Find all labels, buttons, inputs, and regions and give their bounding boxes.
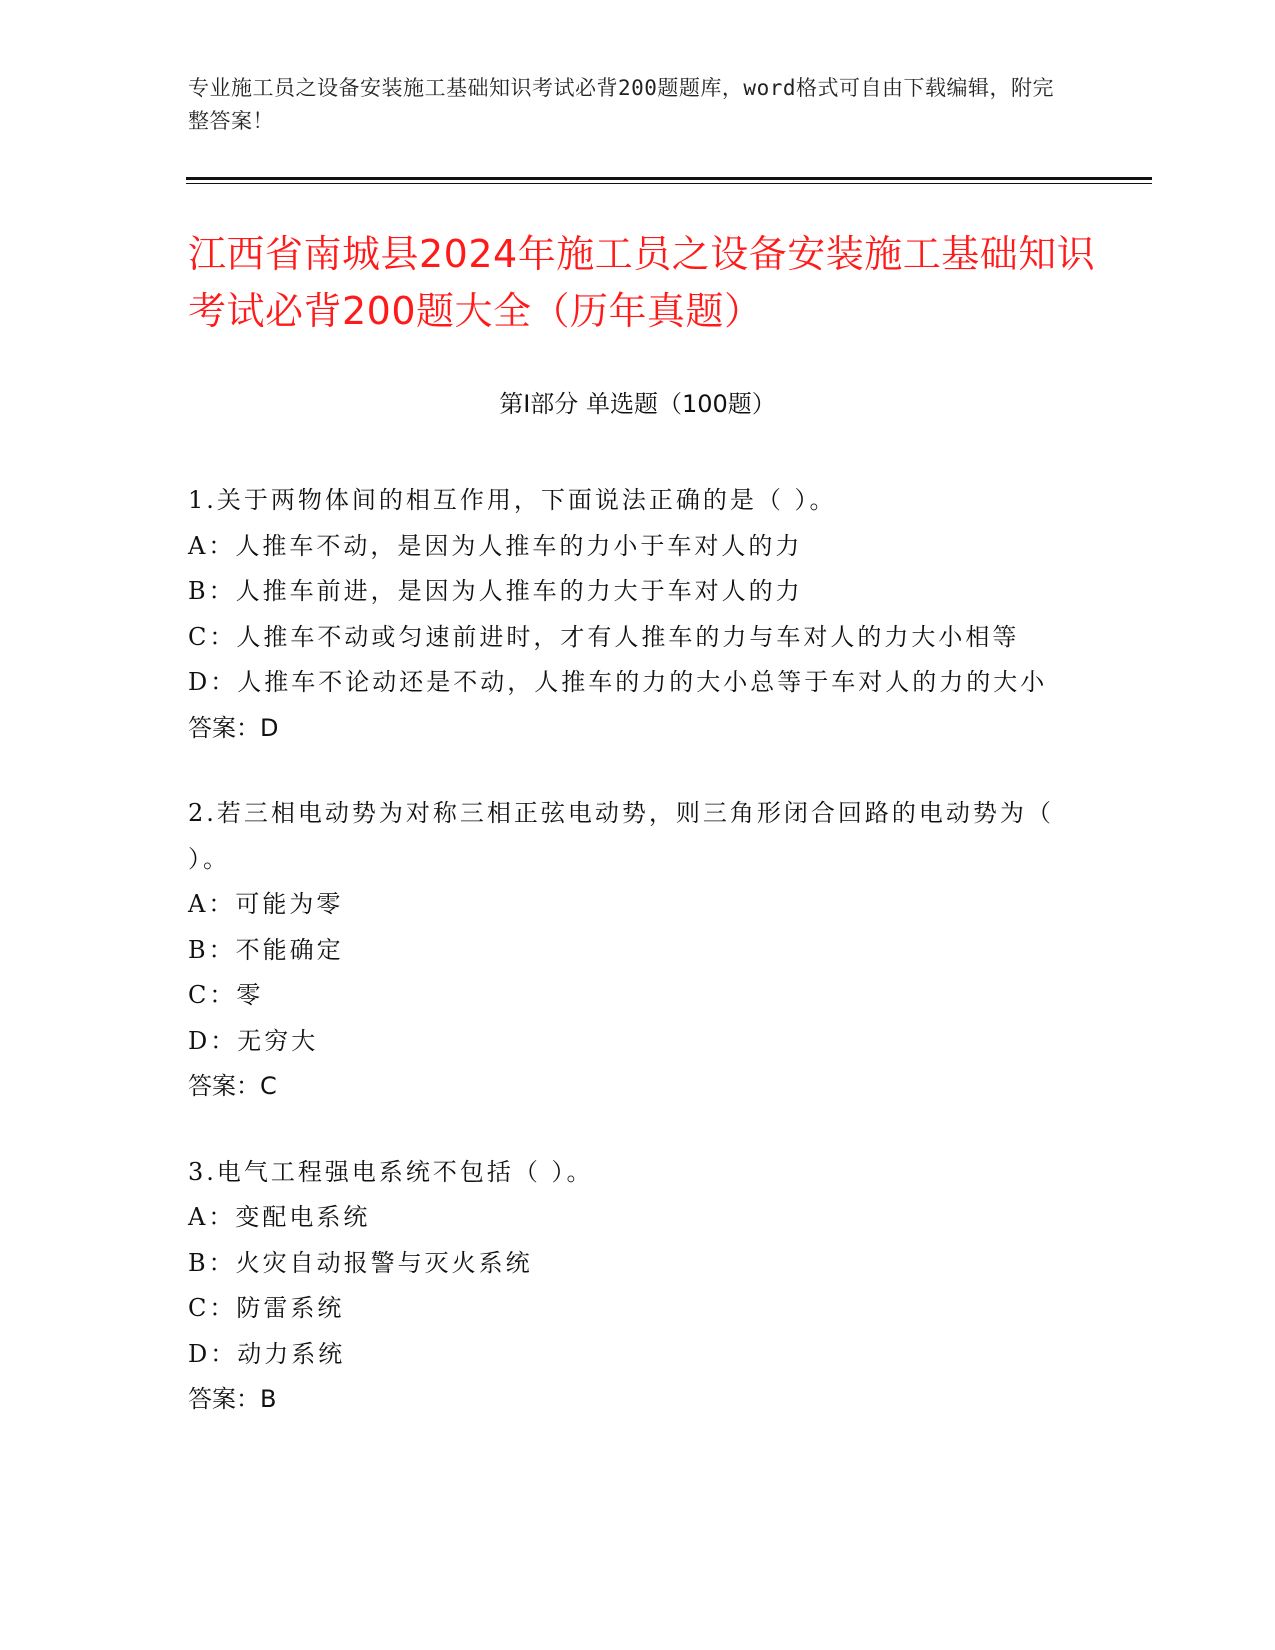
question-stem: 2.若三相电动势为对称三相正弦电动势，则三角形闭合回路的电动势为（ ）。 xyxy=(188,799,1054,873)
option-c: C：防雷系统 xyxy=(188,1294,345,1322)
option-b: B：不能确定 xyxy=(188,935,344,964)
question-2 xyxy=(188,791,1078,1110)
option-a: A：可能为零 xyxy=(188,890,344,918)
option-c: C：人推车不动或匀速前进时，才有人推车的力与车对人的力大小相等 xyxy=(188,622,1020,651)
question-3 xyxy=(188,1150,1078,1423)
option-b: B：人推车前进，是因为人推车的力大于车对人的力 xyxy=(188,577,803,605)
answer: 答案：C xyxy=(188,1072,277,1100)
question-stem: 1.关于两物体间的相互作用，下面说法正确的是（ ）。 xyxy=(188,486,837,514)
option-c: C：零 xyxy=(188,981,264,1009)
option-d: D：动力系统 xyxy=(188,1339,346,1368)
header-divider-thin xyxy=(186,183,1152,184)
question-1 xyxy=(188,478,1078,751)
section-title: 第Ⅰ部分 单选题（100题） xyxy=(499,390,776,418)
option-a: A：人推车不动，是因为人推车的力小于车对人的力 xyxy=(188,531,803,560)
option-b: B：火灾自动报警与灭火系统 xyxy=(188,1248,533,1277)
header-divider-thick xyxy=(186,177,1152,180)
header-note: 专业施工员之设备安装施工基础知识考试必背200题题库，word格式可自由下载编辑，附完整答案！ xyxy=(188,76,1054,133)
answer: 答案：B xyxy=(188,1385,277,1413)
document-title: 江西省南城县2024年施工员之设备安装施工基础知识考试必背200题大全（历年真题） xyxy=(188,232,1096,333)
option-d: D：人推车不论动还是不动，人推车的力的大小总等于车对人的力的大小 xyxy=(188,668,1048,696)
option-a: A：变配电系统 xyxy=(188,1203,371,1231)
option-d: D：无穷大 xyxy=(188,1026,319,1055)
question-stem: 3.电气工程强电系统不包括（ ）。 xyxy=(188,1157,594,1186)
question-list xyxy=(188,478,1078,1463)
answer: 答案：D xyxy=(188,713,279,742)
